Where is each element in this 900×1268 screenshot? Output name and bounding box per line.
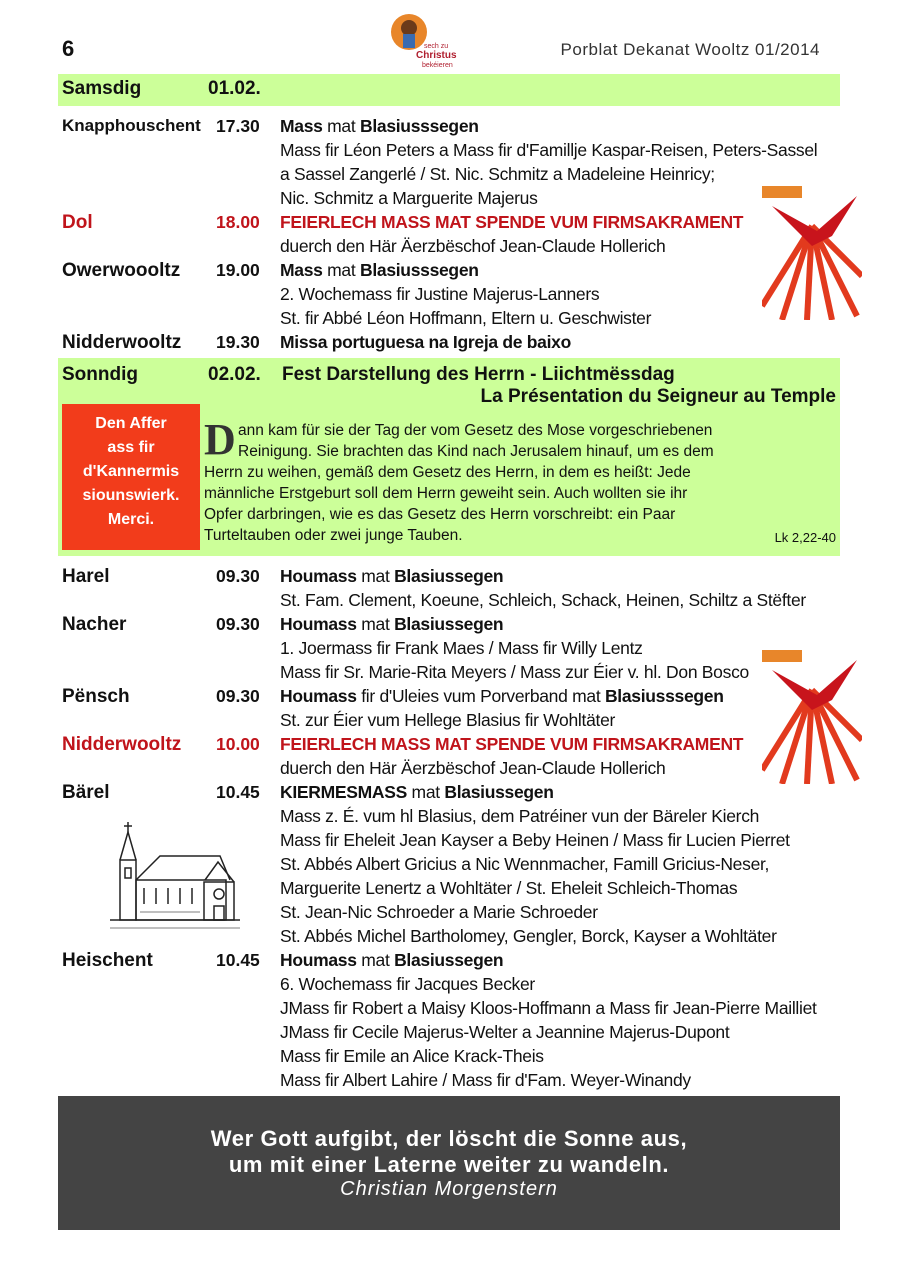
schedule-row	[62, 116, 842, 140]
place-name: Knapphouschent	[62, 116, 201, 135]
mass-time: 10.45	[216, 950, 260, 970]
intention-line: St. zur Éier vum Hellege Blasius fir Wohltäter	[280, 710, 616, 730]
date-label: 02.02.	[208, 364, 261, 385]
intention-line: 2. Wochemass fir Justine Majerus-Lanners	[280, 284, 600, 304]
schedule-row	[62, 566, 842, 590]
announcement-line: ass fir	[107, 439, 155, 456]
mass-time: 09.30	[216, 566, 260, 586]
intention-line: JMass fir Cecile Majerus-Welter a Jeannine Majerus-Dupont	[280, 1022, 730, 1042]
quote-line: um mit einer Laterne weiter zu wandeln.	[228, 1152, 670, 1177]
church-drawing	[100, 820, 250, 940]
svg-text:sech zu: sech zu	[424, 43, 449, 50]
parish-logo	[388, 8, 458, 70]
mass-time: 17.30	[216, 116, 260, 136]
schedule-row	[62, 212, 842, 236]
feast-title-fr: La Présentation du Seigneur au Temple	[480, 386, 836, 407]
schedule-row	[62, 332, 842, 356]
intention-line: St. Abbés Albert Gricius a Nic Wennmacher, Famill Gricius-Neser,	[280, 854, 770, 874]
newsletter-title: Porblat Dekanat Wooltz 01/2014	[560, 40, 820, 59]
mass-time: 18.00	[216, 212, 260, 232]
gospel-line: Herrn zu weihen, gemäß dem Gesetz des Herrn, in dem es heißt: Jede	[204, 464, 691, 481]
mass-title: KIERMESMASS mat Blasiussegen	[280, 782, 554, 802]
gospel-reference: Lk 2,22-40	[774, 530, 836, 545]
mass-time: 19.30	[216, 332, 260, 352]
announcement-line: Den Affer	[95, 415, 167, 432]
intention-line: duerch den Här Äerzbëschof Jean-Claude Hollerich	[280, 758, 666, 778]
page-number: 6	[62, 36, 75, 61]
announcement-line: siounswierk.	[82, 487, 180, 504]
schedule-row	[62, 260, 842, 284]
gospel-line: ann kam für sie der Tag der vom Gesetz des Mose vorgeschriebenen	[238, 422, 713, 439]
place-name: Nidderwooltz	[62, 734, 182, 755]
schedule-row	[62, 782, 842, 806]
intention-line: duerch den Här Äerzbëschof Jean-Claude Hollerich	[280, 236, 666, 256]
mass-title: Houmass fir d'Uleies vum Porverband mat Blasiusssegen	[280, 686, 724, 706]
gospel-line: Opfer darbringen, wie es das Gesetz des Herrn vorschreibt: ein Paar	[204, 506, 676, 523]
intention-line: Mass fir Sr. Marie-Rita Meyers / Mass zur Éier v. hl. Don Bosco	[280, 662, 749, 682]
mass-title: Mass mat Blasiusssegen	[280, 260, 479, 280]
gospel-line: männliche Erstgeburt soll dem Herrn geweiht sein. Auch wollten sie ihr	[204, 485, 688, 502]
gospel-line: Reinigung. Sie brachten das Kind nach Jerusalem hinauf, um es dem	[238, 443, 714, 460]
gospel-last-line: Turteltauben oder zwei junge Tauben.	[204, 527, 463, 544]
feast-title: Fest Darstellung des Herrn - Liichtmëssdag	[282, 364, 675, 385]
intention-line: Marguerite Lenertz a Wohltäter / St. Eheleit Schleich-Thomas	[280, 878, 738, 898]
intention-line: St. Jean-Nic Schroeder a Marie Schroeder	[280, 902, 598, 922]
mass-title: Missa portuguesa na Igreja de baixo	[280, 332, 571, 352]
place-name: Heischent	[62, 950, 153, 971]
day-label: Samsdig	[62, 78, 142, 99]
schedule-row	[62, 734, 842, 758]
intention-line: St. Abbés Michel Bartholomey, Gengler, Borck, Kayser a Wohltäter	[280, 926, 777, 946]
mass-time: 09.30	[216, 614, 260, 634]
schedule-row	[62, 950, 842, 974]
place-name: Pënsch	[62, 686, 130, 707]
intention-line: Mass fir Eheleit Jean Kayser a Beby Heinen / Mass fir Lucien Pierret	[280, 830, 790, 850]
svg-text:Christus: Christus	[416, 50, 457, 61]
mass-title: Mass mat Blasiusssegen	[280, 116, 479, 136]
place-name: Nidderwooltz	[62, 332, 182, 353]
saturday-header-bar	[58, 74, 840, 106]
intention-line: Mass fir Emile an Alice Krack-Theis	[280, 1046, 544, 1066]
mass-time: 09.30	[216, 686, 260, 706]
quote-line: Wer Gott aufgibt, der löscht die Sonne aus,	[210, 1126, 688, 1151]
gospel-text	[204, 415, 836, 546]
date-label: 01.02.	[208, 78, 261, 99]
announcement-box	[62, 404, 200, 550]
svg-text:bekéieren: bekéieren	[422, 62, 453, 69]
quote-author: Christian Morgenstern	[340, 1178, 558, 1200]
holy-spirit-dove-image	[762, 186, 862, 320]
intention-line: St. Fam. Clement, Koeune, Schleich, Schack, Heinen, Schiltz a Stëfter	[280, 590, 806, 610]
intention-line: 1. Joermass fir Frank Maes / Mass fir Willy Lentz	[280, 638, 643, 658]
announcement-line: Merci.	[107, 511, 155, 528]
place-name: Dol	[62, 212, 93, 233]
drop-cap: D	[204, 415, 236, 464]
intention-line: a Sassel Zangerlé / St. Nic. Schmitz a Madeleine Heinricy;	[280, 164, 715, 184]
mass-title: Houmass mat Blasiussegen	[280, 950, 504, 970]
place-name: Owerwoooltz	[62, 260, 181, 281]
intention-line: JMass fir Robert a Maisy Kloos-Hoffmann a Mass fir Jean-Pierre Mailliet	[280, 998, 817, 1018]
schedule-row	[62, 686, 842, 710]
mass-time: 19.00	[216, 260, 260, 280]
intention-line: Mass fir Albert Lahire / Mass fir d'Fam. Weyer-Winandy	[280, 1070, 691, 1090]
schedule-row	[62, 614, 842, 638]
announcement-line: d'Kannermis	[82, 463, 180, 480]
quote-box	[58, 1096, 840, 1230]
mass-title: FEIERLECH MASS MAT SPENDE VUM FIRMSAKRAMENT	[280, 212, 744, 232]
mass-time: 10.45	[216, 782, 260, 802]
place-name: Nacher	[62, 614, 127, 635]
intention-line: Mass fir Léon Peters a Mass fir d'Famillje Kaspar-Reisen, Peters-Sassel	[280, 140, 818, 160]
place-name: Harel	[62, 566, 110, 587]
mass-time: 10.00	[216, 734, 260, 754]
intention-line: Mass z. É. vum hl Blasius, dem Patréiner vun der Bäreler Kierch	[280, 806, 760, 826]
intention-line: St. fir Abbé Léon Hoffmann, Eltern u. Geschwister	[280, 308, 652, 328]
mass-title: Houmass mat Blasiussegen	[280, 614, 504, 634]
mass-title: Houmass mat Blasiussegen	[280, 566, 504, 586]
mass-title: FEIERLECH MASS MAT SPENDE VUM FIRMSAKRAMENT	[280, 734, 744, 754]
intention-line: Nic. Schmitz a Marguerite Majerus	[280, 188, 538, 208]
gospel-line	[204, 525, 836, 546]
day-label: Sonndig	[62, 364, 138, 385]
intention-line: 6. Wochemass fir Jacques Becker	[280, 974, 535, 994]
place-name: Bärel	[62, 782, 110, 803]
